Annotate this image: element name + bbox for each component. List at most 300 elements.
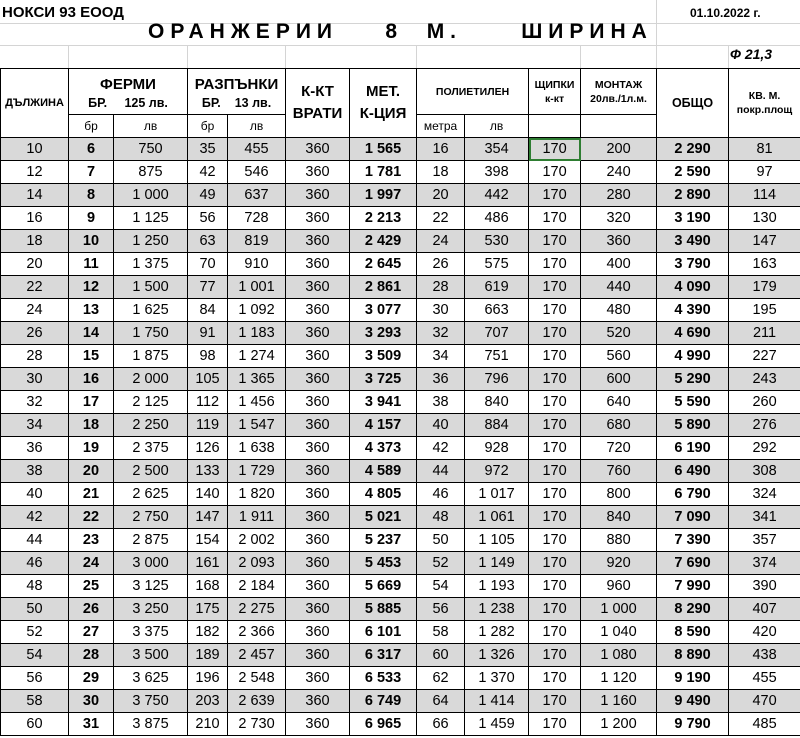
cell-truss-qty[interactable]: 19 [69, 437, 114, 460]
cell-poly-sum[interactable]: 1 061 [465, 506, 529, 529]
cell-metal[interactable]: 6 317 [350, 644, 417, 667]
cell-brace-sum[interactable]: 1 274 [228, 345, 286, 368]
cell-doors[interactable]: 360 [286, 391, 350, 414]
cell-brace-qty[interactable]: 84 [188, 299, 228, 322]
cell-truss-sum[interactable]: 750 [114, 138, 188, 161]
cell-area[interactable]: 420 [729, 621, 800, 644]
cell-poly-meters[interactable]: 60 [417, 644, 465, 667]
cell-poly-sum[interactable]: 1 193 [465, 575, 529, 598]
cell-assembly[interactable]: 320 [581, 207, 657, 230]
cell-length[interactable]: 46 [1, 552, 69, 575]
cell-brace-sum[interactable]: 819 [228, 230, 286, 253]
cell-length[interactable]: 44 [1, 529, 69, 552]
cell-truss-sum[interactable]: 2 500 [114, 460, 188, 483]
cell-doors[interactable]: 360 [286, 644, 350, 667]
cell-total[interactable]: 3 190 [657, 207, 729, 230]
cell-doors[interactable]: 360 [286, 184, 350, 207]
cell-truss-qty[interactable]: 20 [69, 460, 114, 483]
cell-brace-sum[interactable]: 2 730 [228, 713, 286, 736]
cell-truss-qty[interactable]: 9 [69, 207, 114, 230]
cell-metal[interactable]: 3 509 [350, 345, 417, 368]
cell-brace-qty[interactable]: 63 [188, 230, 228, 253]
cell-brace-sum[interactable]: 2 093 [228, 552, 286, 575]
cell-doors[interactable]: 360 [286, 161, 350, 184]
cell-metal[interactable]: 1 781 [350, 161, 417, 184]
cell-assembly[interactable]: 840 [581, 506, 657, 529]
cell-clips[interactable]: 170 [529, 391, 581, 414]
cell-length[interactable]: 18 [1, 230, 69, 253]
cell-poly-meters[interactable]: 18 [417, 161, 465, 184]
cell-metal[interactable]: 1 997 [350, 184, 417, 207]
cell-truss-qty[interactable]: 6 [69, 138, 114, 161]
cell-truss-qty[interactable]: 25 [69, 575, 114, 598]
cell-assembly[interactable]: 960 [581, 575, 657, 598]
cell-assembly[interactable]: 560 [581, 345, 657, 368]
cell-doors[interactable]: 360 [286, 207, 350, 230]
cell-poly-sum[interactable]: 575 [465, 253, 529, 276]
cell-total[interactable]: 5 590 [657, 391, 729, 414]
cell-brace-qty[interactable]: 140 [188, 483, 228, 506]
cell-length[interactable]: 52 [1, 621, 69, 644]
cell-poly-meters[interactable]: 40 [417, 414, 465, 437]
cell-clips[interactable]: 170 [529, 368, 581, 391]
cell-truss-sum[interactable]: 3 250 [114, 598, 188, 621]
cell-clips[interactable]: 170 [529, 184, 581, 207]
cell-brace-qty[interactable]: 91 [188, 322, 228, 345]
cell-doors[interactable]: 360 [286, 690, 350, 713]
cell-brace-sum[interactable]: 2 639 [228, 690, 286, 713]
cell-total[interactable]: 5 890 [657, 414, 729, 437]
cell-total[interactable]: 6 490 [657, 460, 729, 483]
cell-assembly[interactable]: 1 200 [581, 713, 657, 736]
cell-clips[interactable]: 170 [529, 345, 581, 368]
cell-brace-sum[interactable]: 1 638 [228, 437, 286, 460]
cell-area[interactable]: 390 [729, 575, 800, 598]
cell-length[interactable]: 14 [1, 184, 69, 207]
cell-metal[interactable]: 4 373 [350, 437, 417, 460]
cell-area[interactable]: 163 [729, 253, 800, 276]
cell-clips[interactable]: 170 [529, 483, 581, 506]
cell-doors[interactable]: 360 [286, 253, 350, 276]
cell-length[interactable]: 20 [1, 253, 69, 276]
cell-poly-meters[interactable]: 26 [417, 253, 465, 276]
cell-clips[interactable]: 170 [529, 621, 581, 644]
cell-brace-qty[interactable]: 210 [188, 713, 228, 736]
cell-poly-meters[interactable]: 46 [417, 483, 465, 506]
cell-length[interactable]: 60 [1, 713, 69, 736]
cell-total[interactable]: 6 790 [657, 483, 729, 506]
cell-total[interactable]: 9 790 [657, 713, 729, 736]
cell-area[interactable]: 341 [729, 506, 800, 529]
cell-poly-sum[interactable]: 1 105 [465, 529, 529, 552]
cell-area[interactable]: 276 [729, 414, 800, 437]
cell-area[interactable]: 374 [729, 552, 800, 575]
cell-truss-sum[interactable]: 2 875 [114, 529, 188, 552]
cell-brace-sum[interactable]: 2 548 [228, 667, 286, 690]
cell-assembly[interactable]: 920 [581, 552, 657, 575]
cell-area[interactable]: 455 [729, 667, 800, 690]
cell-total[interactable]: 2 290 [657, 138, 729, 161]
cell-area[interactable]: 97 [729, 161, 800, 184]
cell-brace-qty[interactable]: 133 [188, 460, 228, 483]
cell-truss-qty[interactable]: 18 [69, 414, 114, 437]
cell-total[interactable]: 3 790 [657, 253, 729, 276]
cell-clips[interactable]: 170 [529, 667, 581, 690]
cell-length[interactable]: 24 [1, 299, 69, 322]
cell-doors[interactable]: 360 [286, 460, 350, 483]
cell-metal[interactable]: 2 645 [350, 253, 417, 276]
cell-brace-qty[interactable]: 35 [188, 138, 228, 161]
cell-poly-meters[interactable]: 20 [417, 184, 465, 207]
cell-metal[interactable]: 2 861 [350, 276, 417, 299]
cell-assembly[interactable]: 280 [581, 184, 657, 207]
cell-truss-qty[interactable]: 7 [69, 161, 114, 184]
cell-length[interactable]: 10 [1, 138, 69, 161]
cell-poly-sum[interactable]: 530 [465, 230, 529, 253]
cell-brace-sum[interactable]: 1 820 [228, 483, 286, 506]
cell-poly-meters[interactable]: 52 [417, 552, 465, 575]
cell-length[interactable]: 42 [1, 506, 69, 529]
cell-clips[interactable]: 170 [529, 207, 581, 230]
cell-area[interactable]: 227 [729, 345, 800, 368]
cell-area[interactable]: 438 [729, 644, 800, 667]
cell-length[interactable]: 26 [1, 322, 69, 345]
cell-total[interactable]: 4 990 [657, 345, 729, 368]
cell-assembly[interactable]: 400 [581, 253, 657, 276]
cell-assembly[interactable]: 520 [581, 322, 657, 345]
cell-truss-sum[interactable]: 2 750 [114, 506, 188, 529]
cell-truss-sum[interactable]: 1 250 [114, 230, 188, 253]
cell-brace-qty[interactable]: 112 [188, 391, 228, 414]
cell-total[interactable]: 2 590 [657, 161, 729, 184]
cell-area[interactable]: 308 [729, 460, 800, 483]
cell-total[interactable]: 2 890 [657, 184, 729, 207]
cell-clips[interactable]: 170 [529, 230, 581, 253]
cell-metal[interactable]: 5 453 [350, 552, 417, 575]
cell-doors[interactable]: 360 [286, 621, 350, 644]
cell-poly-meters[interactable]: 64 [417, 690, 465, 713]
cell-clips[interactable]: 170 [529, 529, 581, 552]
cell-metal[interactable]: 5 021 [350, 506, 417, 529]
cell-assembly[interactable]: 1 040 [581, 621, 657, 644]
cell-assembly[interactable]: 800 [581, 483, 657, 506]
cell-doors[interactable]: 360 [286, 368, 350, 391]
cell-total[interactable]: 8 890 [657, 644, 729, 667]
cell-assembly[interactable]: 760 [581, 460, 657, 483]
cell-area[interactable]: 260 [729, 391, 800, 414]
cell-doors[interactable]: 360 [286, 138, 350, 161]
cell-metal[interactable]: 1 565 [350, 138, 417, 161]
cell-doors[interactable]: 360 [286, 345, 350, 368]
cell-metal[interactable]: 5 237 [350, 529, 417, 552]
cell-poly-meters[interactable]: 30 [417, 299, 465, 322]
cell-brace-sum[interactable]: 2 275 [228, 598, 286, 621]
cell-length[interactable]: 36 [1, 437, 69, 460]
cell-truss-qty[interactable]: 24 [69, 552, 114, 575]
cell-truss-qty[interactable]: 31 [69, 713, 114, 736]
cell-brace-sum[interactable]: 1 729 [228, 460, 286, 483]
cell-brace-sum[interactable]: 1 456 [228, 391, 286, 414]
cell-doors[interactable]: 360 [286, 713, 350, 736]
cell-area[interactable]: 114 [729, 184, 800, 207]
cell-assembly[interactable]: 480 [581, 299, 657, 322]
cell-assembly[interactable]: 1 120 [581, 667, 657, 690]
cell-brace-sum[interactable]: 1 365 [228, 368, 286, 391]
cell-doors[interactable]: 360 [286, 575, 350, 598]
cell-poly-meters[interactable]: 32 [417, 322, 465, 345]
cell-metal[interactable]: 6 965 [350, 713, 417, 736]
cell-clips[interactable]: 170 [529, 414, 581, 437]
cell-total[interactable]: 5 290 [657, 368, 729, 391]
cell-poly-sum[interactable]: 751 [465, 345, 529, 368]
cell-area[interactable]: 179 [729, 276, 800, 299]
cell-clips[interactable]: 170 [529, 575, 581, 598]
cell-poly-meters[interactable]: 58 [417, 621, 465, 644]
cell-clips[interactable]: 170 [529, 713, 581, 736]
cell-area[interactable]: 470 [729, 690, 800, 713]
cell-truss-sum[interactable]: 3 750 [114, 690, 188, 713]
cell-length[interactable]: 32 [1, 391, 69, 414]
cell-area[interactable]: 485 [729, 713, 800, 736]
cell-brace-qty[interactable]: 147 [188, 506, 228, 529]
cell-doors[interactable]: 360 [286, 322, 350, 345]
cell-brace-qty[interactable]: 119 [188, 414, 228, 437]
cell-assembly[interactable]: 440 [581, 276, 657, 299]
cell-brace-sum[interactable]: 637 [228, 184, 286, 207]
cell-truss-sum[interactable]: 3 375 [114, 621, 188, 644]
cell-area[interactable]: 292 [729, 437, 800, 460]
cell-brace-qty[interactable]: 175 [188, 598, 228, 621]
cell-area[interactable]: 195 [729, 299, 800, 322]
cell-metal[interactable]: 3 077 [350, 299, 417, 322]
cell-brace-qty[interactable]: 168 [188, 575, 228, 598]
cell-length[interactable]: 34 [1, 414, 69, 437]
cell-truss-sum[interactable]: 1 625 [114, 299, 188, 322]
cell-truss-qty[interactable]: 29 [69, 667, 114, 690]
cell-assembly[interactable]: 240 [581, 161, 657, 184]
cell-brace-sum[interactable]: 2 002 [228, 529, 286, 552]
cell-brace-sum[interactable]: 1 092 [228, 299, 286, 322]
cell-brace-sum[interactable]: 910 [228, 253, 286, 276]
cell-poly-meters[interactable]: 48 [417, 506, 465, 529]
cell-truss-sum[interactable]: 2 000 [114, 368, 188, 391]
cell-length[interactable]: 40 [1, 483, 69, 506]
cell-doors[interactable]: 360 [286, 276, 350, 299]
cell-metal[interactable]: 4 589 [350, 460, 417, 483]
cell-poly-meters[interactable]: 56 [417, 598, 465, 621]
cell-length[interactable]: 48 [1, 575, 69, 598]
cell-truss-qty[interactable]: 11 [69, 253, 114, 276]
cell-brace-sum[interactable]: 546 [228, 161, 286, 184]
cell-brace-sum[interactable]: 1 183 [228, 322, 286, 345]
cell-metal[interactable]: 3 293 [350, 322, 417, 345]
cell-truss-sum[interactable]: 875 [114, 161, 188, 184]
cell-assembly[interactable]: 680 [581, 414, 657, 437]
cell-doors[interactable]: 360 [286, 230, 350, 253]
cell-clips[interactable]: 170 [529, 552, 581, 575]
cell-brace-sum[interactable]: 2 184 [228, 575, 286, 598]
cell-doors[interactable]: 360 [286, 529, 350, 552]
cell-truss-sum[interactable]: 1 875 [114, 345, 188, 368]
cell-total[interactable]: 9 190 [657, 667, 729, 690]
cell-truss-sum[interactable]: 2 125 [114, 391, 188, 414]
cell-metal[interactable]: 2 213 [350, 207, 417, 230]
cell-clips[interactable]: 170 [529, 644, 581, 667]
cell-metal[interactable]: 6 749 [350, 690, 417, 713]
cell-assembly[interactable]: 600 [581, 368, 657, 391]
cell-truss-sum[interactable]: 1 750 [114, 322, 188, 345]
cell-poly-sum[interactable]: 972 [465, 460, 529, 483]
cell-length[interactable]: 54 [1, 644, 69, 667]
cell-truss-sum[interactable]: 3 875 [114, 713, 188, 736]
cell-area[interactable]: 407 [729, 598, 800, 621]
cell-brace-sum[interactable]: 1 001 [228, 276, 286, 299]
cell-poly-sum[interactable]: 1 459 [465, 713, 529, 736]
cell-clips[interactable]: 170 [529, 138, 581, 161]
cell-doors[interactable]: 360 [286, 506, 350, 529]
cell-poly-meters[interactable]: 22 [417, 207, 465, 230]
cell-total[interactable]: 7 390 [657, 529, 729, 552]
cell-brace-qty[interactable]: 49 [188, 184, 228, 207]
cell-total[interactable]: 4 390 [657, 299, 729, 322]
cell-doors[interactable]: 360 [286, 437, 350, 460]
cell-area[interactable]: 147 [729, 230, 800, 253]
cell-poly-meters[interactable]: 34 [417, 345, 465, 368]
cell-truss-qty[interactable]: 14 [69, 322, 114, 345]
cell-length[interactable]: 38 [1, 460, 69, 483]
cell-clips[interactable]: 170 [529, 437, 581, 460]
cell-total[interactable]: 6 190 [657, 437, 729, 460]
cell-brace-sum[interactable]: 728 [228, 207, 286, 230]
cell-brace-qty[interactable]: 182 [188, 621, 228, 644]
cell-truss-sum[interactable]: 2 625 [114, 483, 188, 506]
cell-truss-qty[interactable]: 13 [69, 299, 114, 322]
cell-poly-meters[interactable]: 24 [417, 230, 465, 253]
cell-poly-sum[interactable]: 1 238 [465, 598, 529, 621]
cell-clips[interactable]: 170 [529, 276, 581, 299]
cell-truss-sum[interactable]: 3 000 [114, 552, 188, 575]
cell-poly-meters[interactable]: 62 [417, 667, 465, 690]
cell-poly-meters[interactable]: 54 [417, 575, 465, 598]
cell-truss-sum[interactable]: 1 125 [114, 207, 188, 230]
cell-clips[interactable]: 170 [529, 253, 581, 276]
cell-poly-sum[interactable]: 1 414 [465, 690, 529, 713]
cell-assembly[interactable]: 880 [581, 529, 657, 552]
cell-truss-qty[interactable]: 23 [69, 529, 114, 552]
cell-brace-sum[interactable]: 455 [228, 138, 286, 161]
cell-truss-sum[interactable]: 3 625 [114, 667, 188, 690]
cell-brace-sum[interactable]: 1 911 [228, 506, 286, 529]
cell-doors[interactable]: 360 [286, 414, 350, 437]
cell-metal[interactable]: 4 805 [350, 483, 417, 506]
cell-length[interactable]: 16 [1, 207, 69, 230]
cell-poly-sum[interactable]: 1 282 [465, 621, 529, 644]
cell-brace-qty[interactable]: 98 [188, 345, 228, 368]
cell-poly-sum[interactable]: 663 [465, 299, 529, 322]
cell-doors[interactable]: 360 [286, 299, 350, 322]
cell-truss-sum[interactable]: 3 125 [114, 575, 188, 598]
cell-truss-sum[interactable]: 2 375 [114, 437, 188, 460]
cell-poly-sum[interactable]: 840 [465, 391, 529, 414]
cell-truss-sum[interactable]: 1 375 [114, 253, 188, 276]
cell-truss-qty[interactable]: 27 [69, 621, 114, 644]
cell-total[interactable]: 9 490 [657, 690, 729, 713]
cell-truss-qty[interactable]: 15 [69, 345, 114, 368]
cell-poly-sum[interactable]: 1 370 [465, 667, 529, 690]
cell-doors[interactable]: 360 [286, 483, 350, 506]
cell-poly-meters[interactable]: 38 [417, 391, 465, 414]
cell-area[interactable]: 81 [729, 138, 800, 161]
cell-metal[interactable]: 5 885 [350, 598, 417, 621]
cell-length[interactable]: 22 [1, 276, 69, 299]
cell-metal[interactable]: 4 157 [350, 414, 417, 437]
cell-poly-sum[interactable]: 1 149 [465, 552, 529, 575]
cell-poly-meters[interactable]: 44 [417, 460, 465, 483]
cell-poly-sum[interactable]: 707 [465, 322, 529, 345]
cell-brace-qty[interactable]: 161 [188, 552, 228, 575]
cell-metal[interactable]: 3 725 [350, 368, 417, 391]
cell-metal[interactable]: 3 941 [350, 391, 417, 414]
cell-brace-qty[interactable]: 56 [188, 207, 228, 230]
cell-total[interactable]: 8 590 [657, 621, 729, 644]
cell-length[interactable]: 56 [1, 667, 69, 690]
cell-truss-qty[interactable]: 8 [69, 184, 114, 207]
cell-truss-qty[interactable]: 22 [69, 506, 114, 529]
cell-length[interactable]: 12 [1, 161, 69, 184]
cell-total[interactable]: 7 090 [657, 506, 729, 529]
cell-poly-sum[interactable]: 442 [465, 184, 529, 207]
cell-metal[interactable]: 6 101 [350, 621, 417, 644]
cell-truss-sum[interactable]: 3 500 [114, 644, 188, 667]
cell-brace-sum[interactable]: 2 457 [228, 644, 286, 667]
cell-length[interactable]: 50 [1, 598, 69, 621]
cell-assembly[interactable]: 1 000 [581, 598, 657, 621]
cell-poly-meters[interactable]: 42 [417, 437, 465, 460]
cell-total[interactable]: 7 990 [657, 575, 729, 598]
cell-brace-qty[interactable]: 77 [188, 276, 228, 299]
cell-length[interactable]: 28 [1, 345, 69, 368]
cell-doors[interactable]: 360 [286, 552, 350, 575]
cell-assembly[interactable]: 720 [581, 437, 657, 460]
cell-total[interactable]: 4 690 [657, 322, 729, 345]
cell-area[interactable]: 211 [729, 322, 800, 345]
cell-poly-sum[interactable]: 354 [465, 138, 529, 161]
cell-poly-sum[interactable]: 1 017 [465, 483, 529, 506]
cell-brace-sum[interactable]: 1 547 [228, 414, 286, 437]
cell-total[interactable]: 7 690 [657, 552, 729, 575]
cell-poly-sum[interactable]: 486 [465, 207, 529, 230]
cell-assembly[interactable]: 1 160 [581, 690, 657, 713]
cell-truss-qty[interactable]: 26 [69, 598, 114, 621]
cell-brace-qty[interactable]: 126 [188, 437, 228, 460]
cell-area[interactable]: 243 [729, 368, 800, 391]
cell-truss-sum[interactable]: 2 250 [114, 414, 188, 437]
cell-clips[interactable]: 170 [529, 690, 581, 713]
cell-truss-sum[interactable]: 1 000 [114, 184, 188, 207]
cell-poly-sum[interactable]: 796 [465, 368, 529, 391]
cell-doors[interactable]: 360 [286, 598, 350, 621]
cell-clips[interactable]: 170 [529, 598, 581, 621]
cell-clips[interactable]: 170 [529, 299, 581, 322]
cell-brace-qty[interactable]: 70 [188, 253, 228, 276]
cell-area[interactable]: 324 [729, 483, 800, 506]
cell-metal[interactable]: 2 429 [350, 230, 417, 253]
cell-poly-meters[interactable]: 66 [417, 713, 465, 736]
cell-truss-qty[interactable]: 16 [69, 368, 114, 391]
cell-poly-sum[interactable]: 1 326 [465, 644, 529, 667]
cell-assembly[interactable]: 200 [581, 138, 657, 161]
cell-poly-meters[interactable]: 28 [417, 276, 465, 299]
